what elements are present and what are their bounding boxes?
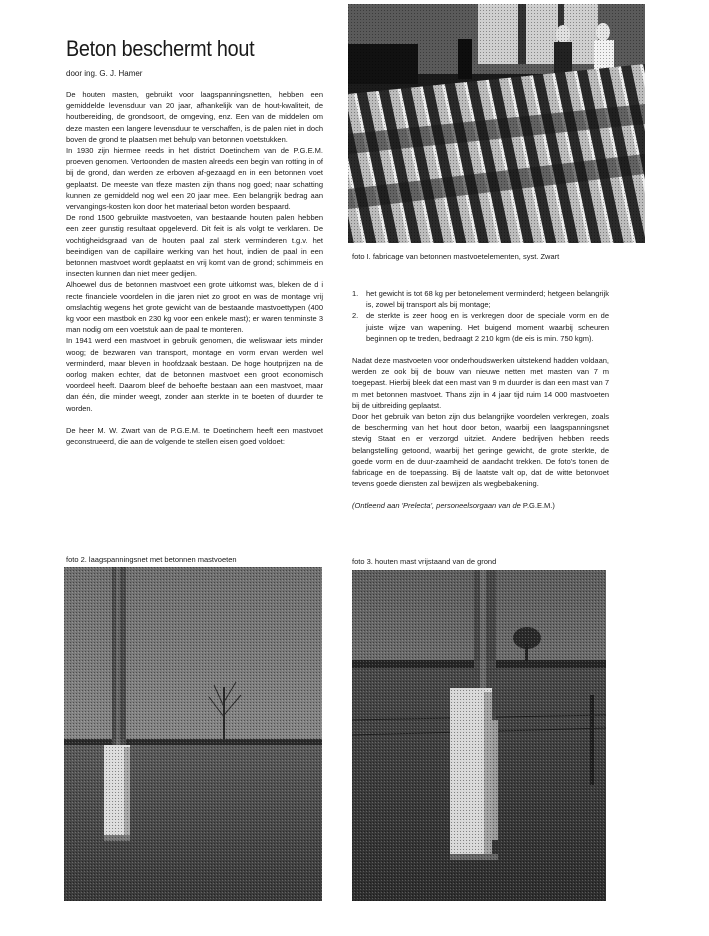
photo2-caption: foto 2. laagspanningsnet met betonnen mastvoeten bbox=[66, 555, 237, 564]
requirements-list bbox=[352, 288, 609, 344]
paragraph: Alhoewel dus de betonnen mastvoet een grote uitkomst was, bleken de d i recte financiele voordelen in die jaren niet zo groot en was de montage vrij omslachtig wegens het grote gewicht van de bestaande mastvoettypen (400 kg voor een mastbok en 230 kg voor een enkele mast); er waren tenminste 3 man nodig om een voetstuk aan de paal te monteren. bbox=[66, 280, 323, 335]
article-title: Beton beschermt hout bbox=[66, 36, 255, 61]
article-column-left bbox=[66, 89, 323, 447]
photo1-caption: foto I. fabricage van betonnen mastvoetelementen, syst. Zwart bbox=[352, 252, 560, 261]
source-publisher: P.G.E.M.) bbox=[522, 501, 555, 511]
paragraph: De houten masten, gebruikt voor laagspanningsnetten, hebben een gemiddelde levensduur van 20 jaar, afhankelijk van de hout-kwaliteit, de houtbereiding, de grondsoort, de omgeving, enz. Een van de middelen om deze masten een langere levensduur te verschaffen, is de palen niet in doch boven de grond te plaatsen met behulp van betonnen voetstukken. bbox=[66, 90, 323, 144]
article-column-right bbox=[352, 288, 609, 512]
list-number: 2. bbox=[352, 311, 359, 321]
list-text: het gewicht is tot 68 kg per betonelement verminderd; hetgeen belangrijk is, zowel bij transport als bij montage; bbox=[366, 289, 609, 310]
article-author: door ing. G. J. Hamer bbox=[66, 69, 143, 78]
paragraph: De rond 1500 gebruikte mastvoeten, van bestaande houten palen hebben een zeer gunstig resultaat opgeleverd. Dit feit is als volgt te verklaren. De vochtigheidsgraad van de houten paal zal sterk verminderen t.g.v. het beeindigen van de capillaire werking van het hout, indien de paal in een betonnen mastvoet wordt geplaatst en vrij komt van de grond; schimmeis en insecten kunnen dan niet meer gedijen. bbox=[66, 213, 323, 279]
source-note bbox=[352, 500, 609, 511]
list-number: 1. bbox=[352, 289, 359, 298]
photo-power-line bbox=[64, 567, 322, 901]
photo3-caption: foto 3. houten mast vrijstaand van de grond bbox=[352, 557, 497, 566]
paragraph: Nadat deze mastvoeten voor onderhoudswerken uitstekend hadden voldaan, werden ze ook bij de bouw van nieuwe netten met masten van 7 m toegepast. Hierbij bleek dat een mast van 9 m duurder is dan een mast van 7 m met betonnen mastvoet. Thans zijn in 4 jaar tijd ruim 14 000 mastvoeten bij de uitbreiding geplaatst. bbox=[352, 356, 609, 410]
paragraph: In 1941 werd een mastvoet in gebruik genomen, die weliswaar iets minder woog; de bezwaren van transport, montage en vorm ervan werden wel verminderd, maar bleven in hoofdzaak bestaan. De hoge houtprijzen na de oorlog maken echter, dat de betonnen mastvoet een groot economisch voordeel heeft. Daarom bleef de behoefte bestaan aan een mastvoet, maar dan één, die minder weegt, zonder aan sterkte in te boeten of duurder te worden. bbox=[66, 336, 323, 413]
photo-free-standing-mast bbox=[352, 570, 606, 901]
list-item bbox=[352, 310, 609, 344]
photo-factory bbox=[348, 4, 645, 243]
list-item bbox=[352, 288, 609, 310]
paragraph: Door het gebruik van beton zijn dus belangrijke voordelen verkregen, zoals de bescherming van het hout door beton, waarbij een laagspanningsnet stevig Staat en er verzorgd uitziet. Andere bedrijven hebben reeds belangstelling getoond, waarbij het geringe gewicht, de grote sterkte, de goede vorm en de duur-zaamheid de aandacht trekken. De foto's tonen de fabricage en de toepassing. Bij de laatste valt op, dat de witte betonvoet tevens goede diensten zal bewijzen als wegbebakening. bbox=[352, 412, 609, 489]
list-text: de sterkte is zeer hoog en is verkregen door de speciale vorm en de juiste wijze van wapening. Het buigend moment waarbij scheuren beginnen op te treden, bedraagt 2 210 kgm (de eis is min. 750 kgm). bbox=[366, 311, 609, 343]
paragraph: De heer M. W. Zwart van de P.G.E.M. te Doetinchem heeft een mastvoet geconstrueerd, die aan de volgende te stellen eisen goed voldoet: bbox=[66, 425, 323, 447]
paragraph: In 1930 zijn hiermee reeds in het district Doetinchem van de P.G.E.M. proeven genomen. Vertoonden de masten alreeds een begin van rotting in of bij de grond, dan werden ze erboven af-gezaagd en in een betonnen voet geplaatst. De meeste van tfeze masten zijn thans nog goed; naar schatting kunnen ze gemiddeld nog wel een 20 jaar mee. Een belangrijk bedrag aan vervangings-kosten kon door het materiaal beton worden bespaard. bbox=[66, 146, 323, 212]
source-italic: (Ontleend aan 'Prelecta', personeelsorgaan van de bbox=[352, 501, 523, 511]
